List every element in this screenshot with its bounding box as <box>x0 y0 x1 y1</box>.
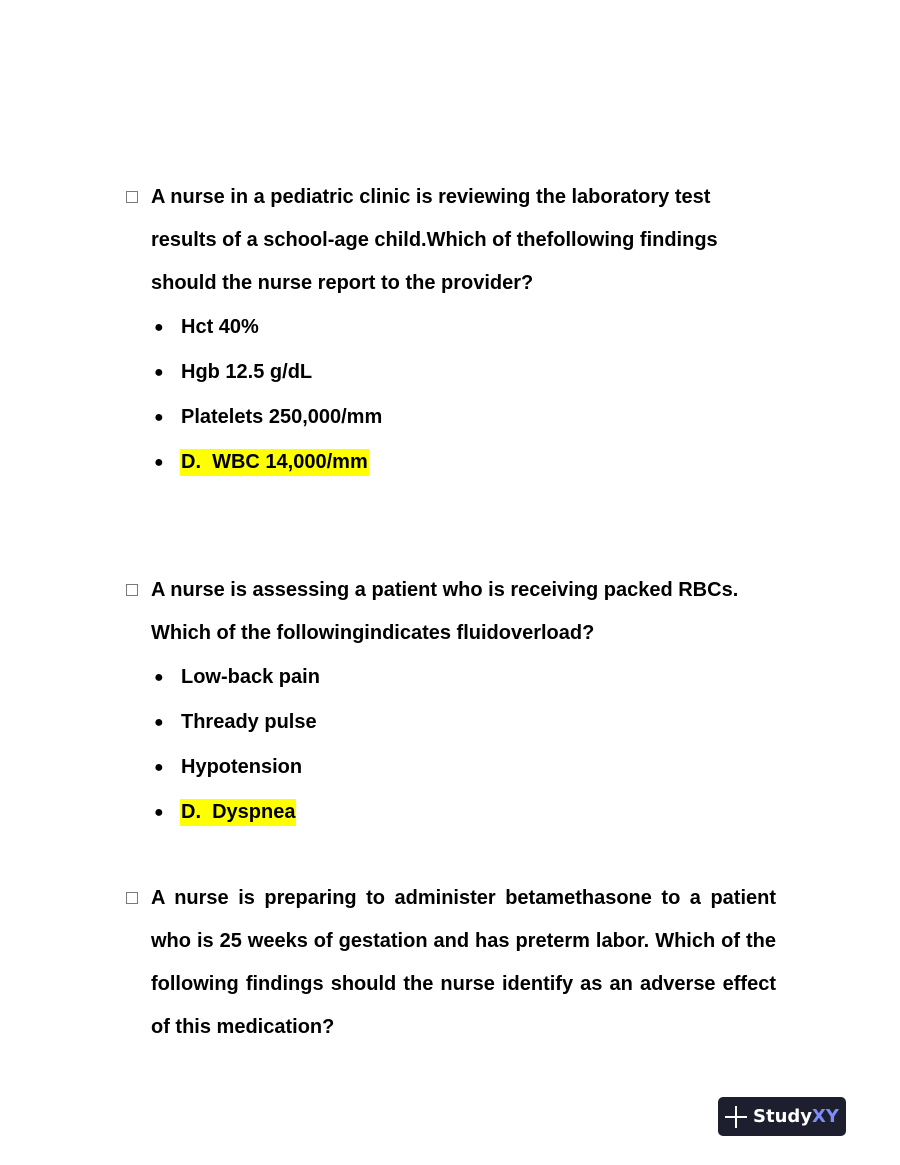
option-item <box>154 440 776 485</box>
option-label-answer: D. Dyspnea <box>180 799 296 826</box>
checkbox-icon <box>126 584 138 596</box>
option-item <box>154 395 776 440</box>
option-item <box>154 350 776 395</box>
option-list <box>154 655 776 835</box>
brand-suffix: XY <box>812 1106 839 1127</box>
studyxy-logo-badge <box>718 1097 846 1136</box>
bullet-icon: ● <box>154 453 164 471</box>
checkbox-icon <box>126 892 138 904</box>
brand-prefix: Study <box>753 1106 813 1127</box>
option-label: Thready pulse <box>181 711 317 733</box>
bullet-icon: ● <box>154 713 164 731</box>
question-2 <box>126 573 776 835</box>
bullet-icon: ● <box>154 318 164 336</box>
option-label: Hct 40% <box>181 316 259 338</box>
option-item <box>154 655 776 700</box>
option-label: Hgb 12.5 g/dL <box>181 361 313 383</box>
question-text: A nurse is preparing to administer betamethasone to a patient who is 25 weeks of gestation and has preterm labor. Which of the following findings should the nurse identify as an adverse effect of this medication? <box>151 887 776 1038</box>
bullet-icon: ● <box>154 803 164 821</box>
checkbox-icon <box>126 191 138 203</box>
option-item <box>154 745 776 790</box>
option-label: Platelets 250,000/mm <box>181 406 383 428</box>
option-item <box>154 790 776 835</box>
bullet-icon: ● <box>154 758 164 776</box>
question-text: A nurse in a pediatric clinic is reviewing the laboratory test results of a school-age child.Which of thefollowing findings should the nurse report to the provider? <box>151 186 718 294</box>
option-item <box>154 700 776 745</box>
plus-icon <box>725 1106 747 1128</box>
option-label-answer: D. WBC 14,000/mm <box>180 449 369 476</box>
bullet-icon: ● <box>154 363 164 381</box>
question-text: A nurse is assessing a patient who is receiving packed RBCs. Which of the followingindicates fluidoverload? <box>151 579 739 644</box>
option-label: Low-back pain <box>181 666 320 688</box>
bullet-icon: ● <box>154 668 164 686</box>
question-3 <box>126 881 776 1049</box>
bullet-icon: ● <box>154 408 164 426</box>
question-1 <box>126 180 776 485</box>
option-item <box>154 305 776 350</box>
option-list <box>154 305 776 485</box>
option-label: Hypotension <box>181 756 303 778</box>
